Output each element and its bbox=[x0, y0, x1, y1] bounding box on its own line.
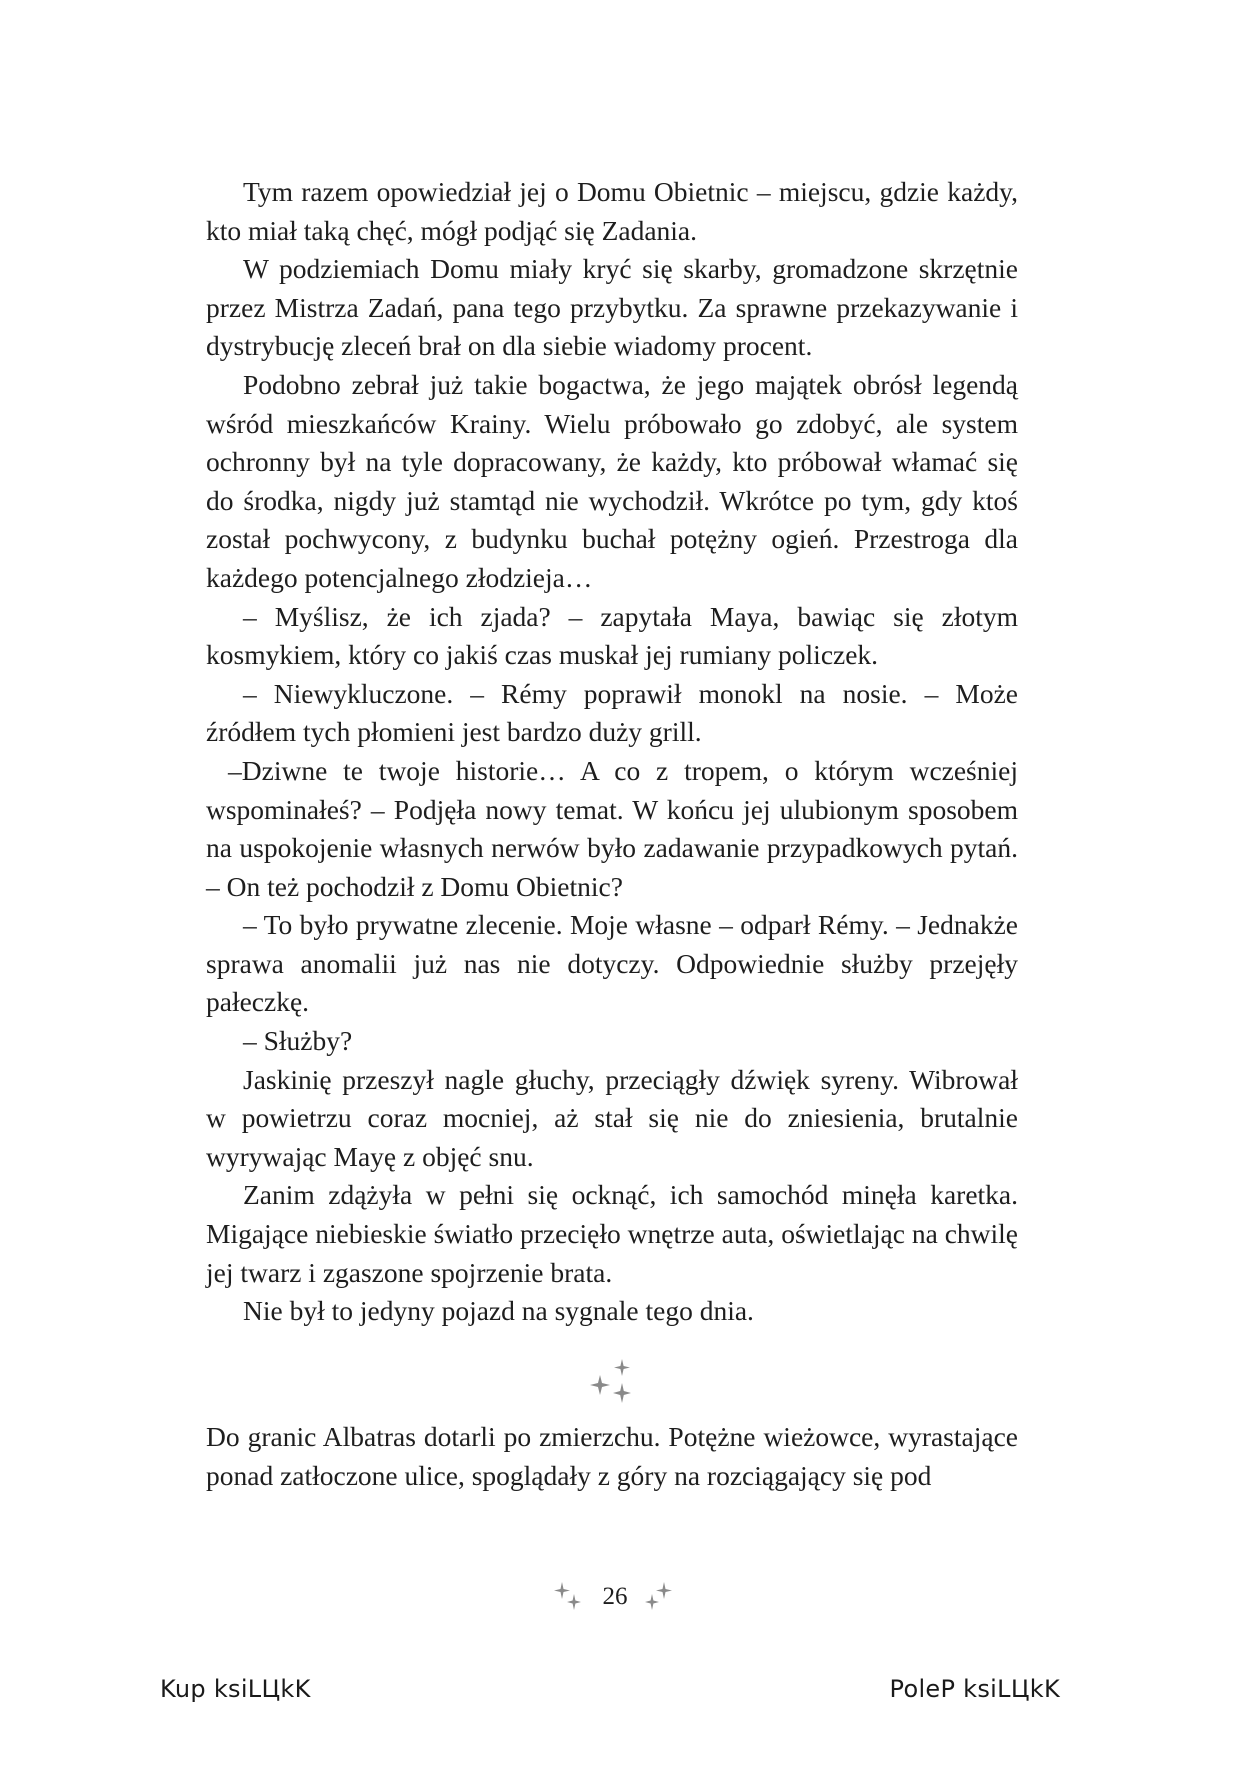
sparkle-icon bbox=[636, 1576, 678, 1620]
paragraph: W podziemiach Domu miały kryć się skarby, gromadzone skrzętnie przez Mistrza Zadań, pana tego przybytku. Za sprawne przekazywanie i dystrybucję zleceń brał on dla siebie wiadomy procent. bbox=[206, 253, 1018, 362]
paragraph: Zanim zdążyła w pełni się ocknąć, ich samochód minęła karetka. Migające niebieskie światło przecięło wnętrze auta, oświetlając na chwilę jej twarz i zgaszone spojrzenie brata. bbox=[206, 1179, 1018, 1288]
page-folio bbox=[0, 1576, 1233, 1626]
body-text bbox=[206, 173, 1018, 1331]
sparkle-ornament-icon bbox=[586, 1355, 646, 1415]
paragraph: Do granic Albatras dotarli po zmierzchu. Potężne wieżowce, wyrastające ponad zatłoczone ulice, spoglądały z góry na rozciągający się pod bbox=[206, 1421, 1018, 1491]
dialogue-paragraph: – To było prywatne zlecenie. Moje własne – odparł Rémy. – Jednakże sprawa anomalii już nas nie dotyczy. Odpowiednie służby przejęły pałeczkę. bbox=[206, 909, 1018, 1018]
buy-book-link[interactable]: Kup ksiLЦkK bbox=[160, 1675, 311, 1703]
dialogue-paragraph: – Niewykluczone. – Rémy poprawił monokl na nosie. – Może źródłem tych płomieni jest bardzo duży grill. bbox=[206, 677, 1018, 748]
section-start bbox=[206, 1418, 1018, 1495]
paragraph: Podobno zebrał już takie bogactwa, że jego majątek obrósł legendą wśród mieszkańców Krainy. Wielu próbowało go zdobyć, ale system ochronny był na tyle dopracowany, że każdy, kto próbował włamać się do środka, nigdy już stamtąd nie wychodził. Wkrótce po tym, gdy ktoś został pochwycony, z budynku buchał potężny ogień. Przestroga dla każdego potencjalnego złodzieja… bbox=[206, 368, 1018, 593]
dialogue-paragraph: – Służby? bbox=[243, 1025, 353, 1057]
page-number: 26 bbox=[602, 1583, 628, 1610]
dialogue-paragraph: – Myślisz, że ich zjada? – zapytała Maya, bawiąc się złotym kosmykiem, który co jakiś czas muskał jej rumiany policzek. bbox=[206, 600, 1018, 671]
dialogue-paragraph: –Dziwne te twoje historie… A co z tropem, o którym wcześniej wspominałeś? – Podjęła nowy temat. W końcu jej ulubionym sposobem na uspokojenie własnych nerwów było zadawanie przypadkowych pytań. – On też pochodził z Domu Obietnic? bbox=[206, 754, 1018, 902]
recommend-book-link[interactable]: PoleP ksiLЦkK bbox=[889, 1675, 1060, 1703]
sparkle-icon bbox=[550, 1576, 592, 1620]
paragraph: Tym razem opowiedział jej o Domu Obietnic – miejscu, gdzie każdy, kto miał taką chęć, mógł podjąć się Zadania. bbox=[206, 176, 1018, 246]
paragraph: Jaskinię przeszył nagle głuchy, przeciągły dźwięk syreny. Wibrował w powietrzu coraz mocniej, aż stał się nie do zniesienia, brutalnie wyrywając Mayę z objęć snu. bbox=[206, 1063, 1018, 1172]
paragraph: Nie był to jedyny pojazd na sygnale tego dnia. bbox=[243, 1295, 754, 1327]
